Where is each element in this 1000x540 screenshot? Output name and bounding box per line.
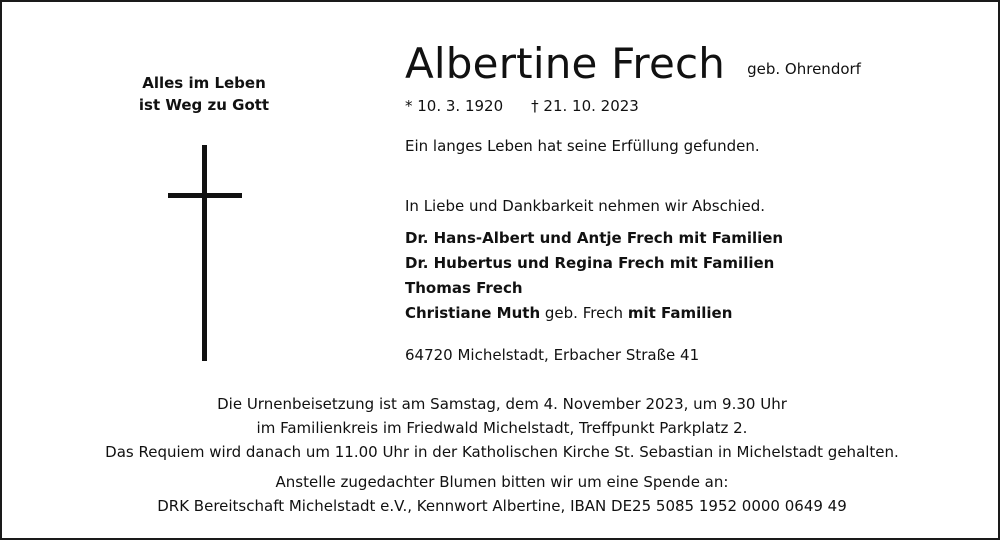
birth-name: geb. Ohrendorf <box>747 60 861 78</box>
death-date: † 21. 10. 2023 <box>531 97 639 115</box>
ceremony-line-2: im Familienkreis im Friedwald Michelstadt, Treffpunkt Parkplatz 2. <box>256 419 748 437</box>
farewell-text: In Liebe und Dankbarkeit nehmen wir Abschied. <box>405 197 766 215</box>
ceremony-line-1: Die Urnenbeisetzung ist am Samstag, dem 4. November 2023, um 9.30 Uhr <box>217 395 787 413</box>
mourner-name: Christiane Muth <box>405 304 541 322</box>
name-line <box>405 38 861 90</box>
mourner-suffix: mit Familien <box>627 304 733 322</box>
ceremony-info <box>2 392 1000 464</box>
cross-vertical-bar <box>202 145 207 361</box>
fulfillment-text: Ein langes Leben hat seine Erfüllung gefunden. <box>405 137 760 155</box>
motto-line-1: Alles im Leben <box>142 74 266 92</box>
ceremony-line-3: Das Requiem wird danach um 11.00 Uhr in der Katholischen Kirche St. Sebastian in Michelstadt gehalten. <box>105 443 899 461</box>
life-dates <box>405 96 639 116</box>
cross-icon <box>168 145 242 361</box>
motto <box>114 72 294 116</box>
mourner-born-as: geb. Frech <box>540 304 628 322</box>
address: 64720 Michelstadt, Erbacher Straße 41 <box>405 346 700 364</box>
mourner-line <box>405 301 783 326</box>
mourner-line: Dr. Hubertus und Regina Frech mit Familien <box>405 254 775 272</box>
donation-info <box>2 470 1000 518</box>
mourners-list <box>405 226 783 326</box>
mourner-line: Dr. Hans-Albert und Antje Frech mit Familien <box>405 229 784 247</box>
donation-line-2: DRK Bereitschaft Michelstadt e.V., Kennwort Albertine, IBAN DE25 5085 1952 0000 0649 49 <box>157 497 847 515</box>
birth-date: * 10. 3. 1920 <box>405 97 504 115</box>
cross-horizontal-bar <box>168 193 242 198</box>
deceased-name: Albertine Frech <box>405 39 726 88</box>
motto-line-2: ist Weg zu Gott <box>138 96 270 114</box>
mourner-line: Thomas Frech <box>405 279 523 297</box>
donation-line-1: Anstelle zugedachter Blumen bitten wir um eine Spende an: <box>275 473 729 491</box>
